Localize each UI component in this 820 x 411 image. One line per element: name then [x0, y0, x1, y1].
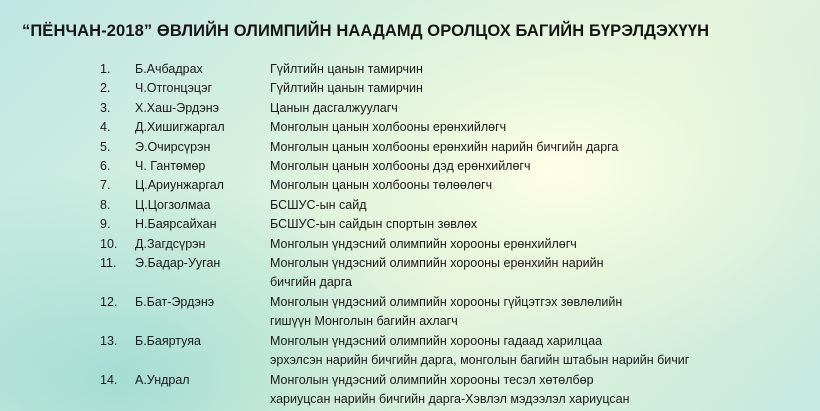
- member-role-line: Монголын үндэсний олимпийн хорооны тесэл хөтөлбөр: [270, 372, 594, 387]
- member-number: 10.: [100, 236, 118, 251]
- roster-row: [0, 60, 820, 79]
- member-role: [270, 332, 820, 371]
- member-role: [270, 157, 820, 176]
- member-number: 8.: [100, 197, 111, 212]
- member-role-line: Монголын цанын холбооны ерөнхийлөгч: [270, 120, 507, 135]
- member-name: Ц.Цогзолмаа: [135, 197, 211, 212]
- member-role-line: гишүүн Монголын багийн ахлагч: [270, 314, 458, 329]
- roster-row: [0, 138, 820, 157]
- roster-row: [0, 293, 820, 332]
- member-role: [270, 371, 820, 410]
- member-role: [270, 138, 820, 157]
- member-role: [270, 215, 820, 234]
- member-role-line: хариуцсан нарийн бичгийн дарга-Хэвлэл мэдээлэл хариуцсан: [270, 391, 630, 406]
- member-name: Д.Хишигжаргал: [135, 120, 225, 135]
- member-role: [270, 196, 820, 215]
- member-number: 5.: [100, 139, 111, 154]
- member-name: Б.Ачбадрах: [135, 62, 203, 76]
- member-number: 12.: [100, 294, 118, 309]
- member-role-line: Монголын үндэсний олимпийн хорооны гадаад харилцаа: [270, 333, 603, 348]
- member-number: 9.: [100, 217, 111, 232]
- member-role-line: Монголын үндэсний олимпийн хорооны ерөнхийн нарийн: [270, 256, 604, 271]
- roster-row: [0, 332, 820, 371]
- member-role-line: Цанын дасгалжуулагч: [270, 100, 398, 115]
- member-role: [270, 293, 820, 332]
- member-number: 6.: [100, 159, 111, 174]
- member-role: [270, 254, 820, 293]
- roster-row: [0, 235, 820, 254]
- member-name: Ц.Ариунжаргал: [135, 178, 224, 193]
- member-role: [270, 118, 820, 137]
- member-number: 11.: [100, 256, 117, 271]
- roster-row: [0, 215, 820, 234]
- member-name: Б.Бат-Эрдэнэ: [135, 294, 215, 309]
- member-role-line: эрхэлсэн нарийн бичгийн дарга, монголын багийн штабын нарийн бичиг: [270, 353, 690, 368]
- team-roster: [0, 60, 820, 409]
- roster-row: [0, 79, 820, 98]
- roster-row: [0, 157, 820, 176]
- member-role-line: БСШУС-ын сайд: [270, 197, 367, 212]
- roster-row: [0, 176, 820, 195]
- member-number: 2.: [100, 81, 111, 96]
- member-name: Э.Очирсүрэн: [135, 139, 211, 154]
- member-number: 4.: [100, 120, 111, 135]
- member-role-line: Гүйлтийн цанын тамирчин: [270, 62, 423, 76]
- member-number: 1.: [100, 62, 111, 76]
- member-name: А.Ундрал: [135, 372, 190, 387]
- roster-row: [0, 99, 820, 118]
- member-role: [270, 176, 820, 195]
- member-name: Д.Загдсүрэн: [135, 236, 206, 251]
- member-role-line: бичгийн дарга: [270, 275, 352, 290]
- member-role: [270, 99, 820, 118]
- member-role-line: Гүйлтийн цанын тамирчин: [270, 81, 423, 96]
- roster-row: [0, 371, 820, 410]
- member-role: [270, 60, 820, 79]
- member-role-line: Монголын үндэсний олимпийн хорооны гүйцэтгэх зөвлөлийн: [270, 294, 623, 309]
- member-number: 13.: [100, 333, 118, 348]
- member-role: [270, 79, 820, 98]
- member-name: Ч.Отгонцэцэг: [135, 81, 213, 96]
- member-number: 14.: [100, 372, 118, 387]
- member-role-line: БСШУС-ын сайдын спортын зөвлөх: [270, 217, 478, 232]
- member-name: Э.Бадар-Ууган: [135, 256, 221, 271]
- member-name: Н.Баярсайхан: [135, 217, 217, 232]
- roster-row: [0, 118, 820, 137]
- page-title: “ПЁНЧАН-2018” ӨВЛИЙН ОЛИМПИЙН НААДАМД ОРОЛЦОХ БАГИЙН БҮРЭЛДЭХҮҮН: [22, 22, 710, 40]
- member-name: Б.Баяртуяа: [135, 333, 201, 348]
- member-role: [270, 235, 820, 254]
- member-number: 3.: [100, 100, 111, 115]
- roster-row: [0, 254, 820, 293]
- member-role-line: Монголын үндэсний олимпийн хорооны ерөнхийлөгч: [270, 236, 577, 251]
- member-name: Х.Хаш-Эрдэнэ: [135, 100, 220, 115]
- roster-row: [0, 196, 820, 215]
- member-role-line: Монголын цанын холбооны дэд ерөнхийлөгч: [270, 159, 531, 174]
- member-number: 7.: [100, 178, 111, 193]
- member-role-line: Монголын цанын холбооны төлөөлөгч: [270, 178, 493, 193]
- member-name: Ч. Гантөмөр: [135, 159, 206, 174]
- member-role-line: Монголын цанын холбооны ерөнхийн нарийн бичгийн дарга: [270, 139, 619, 154]
